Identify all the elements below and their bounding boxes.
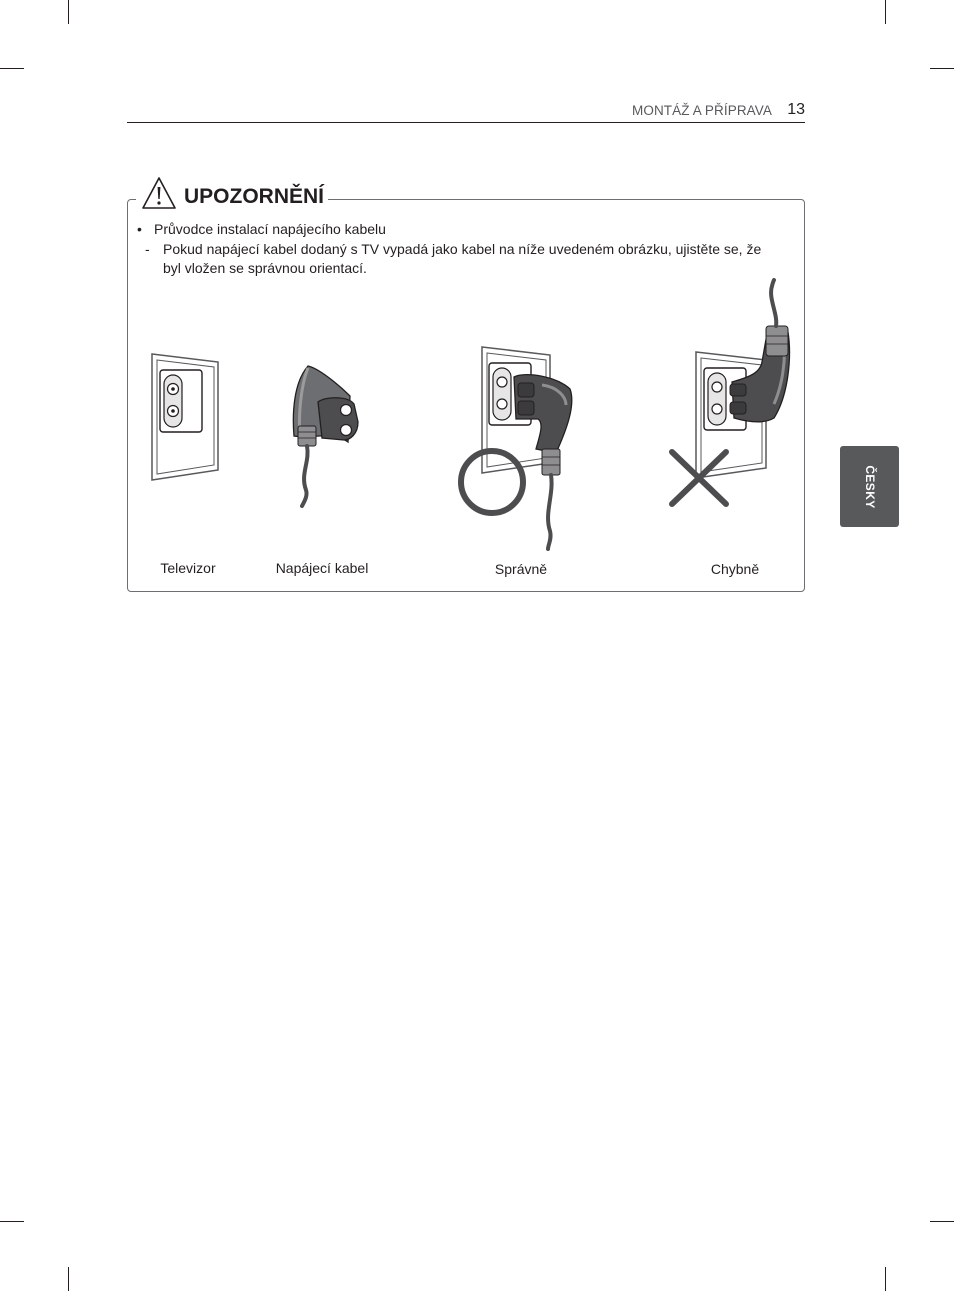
tv-socket-illustration xyxy=(148,350,224,484)
crop-mark xyxy=(930,68,954,69)
sub-item-dash: - xyxy=(145,241,150,257)
page-number: 13 xyxy=(787,101,805,118)
caption-spravne: Správně xyxy=(494,561,548,577)
wrong-cross-icon xyxy=(666,448,732,510)
caution-box xyxy=(127,185,805,592)
language-tab-label: ČESKY xyxy=(862,464,877,509)
caption-chybne: Chybně xyxy=(710,561,760,577)
section-title: MONTÁŽ A PŘÍPRAVA xyxy=(632,103,772,118)
caution-title: UPOZORNĚNÍ xyxy=(184,185,325,208)
bullet-dot: • xyxy=(137,221,142,237)
crop-mark xyxy=(68,1267,69,1291)
page-header xyxy=(127,99,805,123)
caption-napajeci-kabel: Napájecí kabel xyxy=(275,560,369,576)
crop-mark xyxy=(930,1221,954,1222)
power-cable-illustration xyxy=(288,362,368,512)
warning-triangle-icon xyxy=(141,176,177,210)
bullet-text: Průvodce instalací napájecího kabelu xyxy=(154,221,386,237)
crop-mark xyxy=(0,1221,24,1222)
correct-circle-icon xyxy=(456,446,528,518)
crop-mark xyxy=(885,0,886,24)
sub-item-text: Pokud napájecí kabel dodaný s TV vypadá jako kabel na níže uvedeném obrázku, ujistěte se, že byl vložen se správnou orientací. xyxy=(163,241,762,276)
caption-televizor: Televizor xyxy=(160,560,216,576)
language-tab xyxy=(840,446,899,527)
crop-mark xyxy=(0,68,24,69)
crop-mark xyxy=(885,1267,886,1291)
caution-heading xyxy=(136,174,328,212)
crop-mark xyxy=(68,0,69,24)
